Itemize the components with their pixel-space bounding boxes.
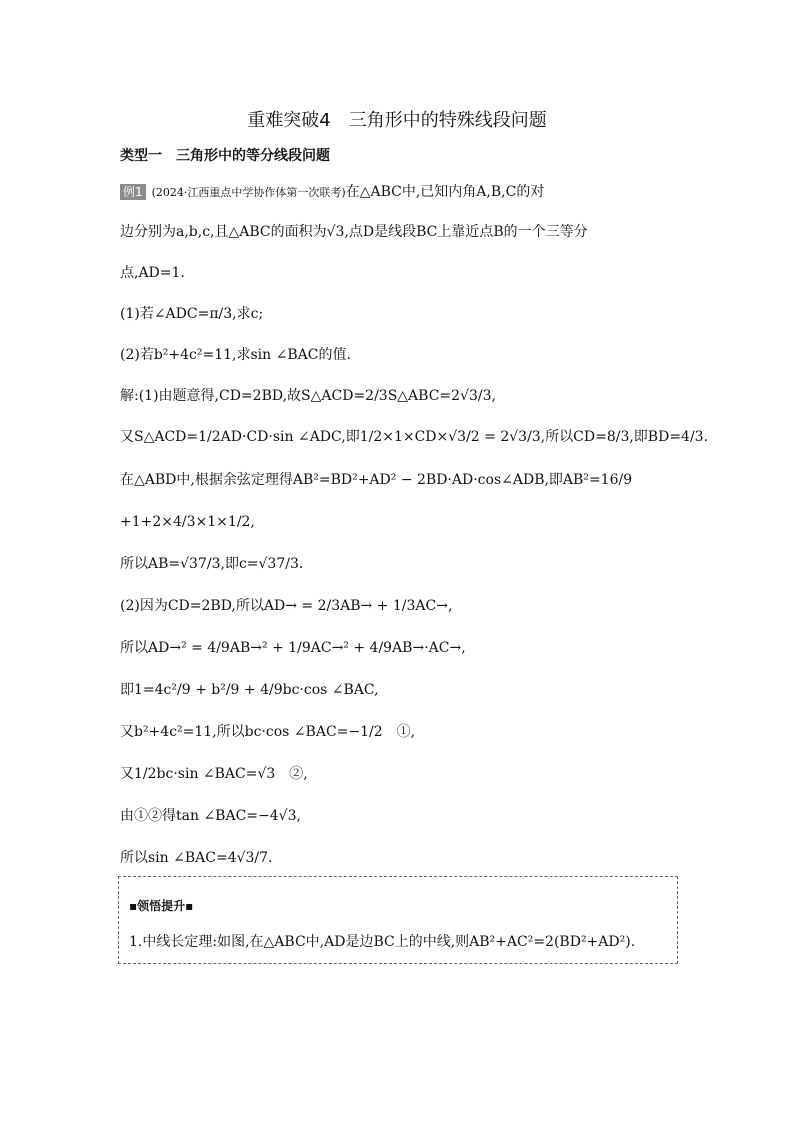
solution-line: 解:(1)由题意得,CD=2BD,故S△ACD=2/3S△ABC=2√3/3, <box>120 388 496 404</box>
insight-box <box>118 876 678 964</box>
solution-line: 又b²+4c²=11,所以bc·cos ∠BAC=−1/2 ①, <box>120 724 416 740</box>
solution-line: 由①②得tan ∠BAC=−4√3, <box>120 808 301 824</box>
solution-line: 又1/2bc·sin ∠BAC=√3 ②, <box>120 766 308 782</box>
example-line-3: 点,AD=1. <box>120 265 185 281</box>
solution-line: 又S△ACD=1/2AD·CD·sin ∠ADC,即1/2×1×CD×√3/2 = 2√3/3,所以CD=8/3,即BD=4/3. <box>120 429 709 445</box>
question-2: (2)若b²+4c²=11,求sin ∠BAC的值. <box>120 347 351 363</box>
solution-line: 所以sin ∠BAC=4√3/7. <box>120 850 273 866</box>
insight-title: ▪领悟提升▪ <box>129 899 194 913</box>
example-source: (2024·江西重点中学协作体第一次联考) <box>151 186 346 199</box>
insight-text: 1.中线长定理:如图,在△ABC中,AD是边BC上的中线,则AB²+AC²=2(BD²+AD²). <box>129 934 636 950</box>
solution-line: 所以AD→² = 4/9AB→² + 1/9AC→² + 4/9AB→·AC→, <box>120 640 466 656</box>
example-line-1 <box>120 182 544 203</box>
solution-line: 在△ABD中,根据余弦定理得AB²=BD²+AD² − 2BD·AD·cos∠ADB,即AB²=16/9 <box>120 472 633 488</box>
solution-line: +1+2×4/3×1×1/2, <box>120 514 255 530</box>
example-text-1: 在△ABC中,已知内角A,B,C的对 <box>345 184 545 200</box>
solution-line: (2)因为CD=2BD,所以AD→ = 2/3AB→ + 1/3AC→, <box>120 598 453 614</box>
section-heading: 类型一 三角形中的等分线段问题 <box>120 148 330 164</box>
example-badge: 例1 <box>120 184 146 200</box>
solution-line: 所以AB=√37/3,即c=√37/3. <box>120 556 304 572</box>
page-title: 重难突破4 三角形中的特殊线段问题 <box>247 110 547 131</box>
solution-line: 即1=4c²/9 + b²/9 + 4/9bc·cos ∠BAC, <box>120 682 379 698</box>
question-1: (1)若∠ADC=π/3,求c; <box>120 306 264 322</box>
example-line-2: 边分别为a,b,c,且△ABC的面积为√3,点D是线段BC上靠近点B的一个三等分 <box>120 224 588 240</box>
